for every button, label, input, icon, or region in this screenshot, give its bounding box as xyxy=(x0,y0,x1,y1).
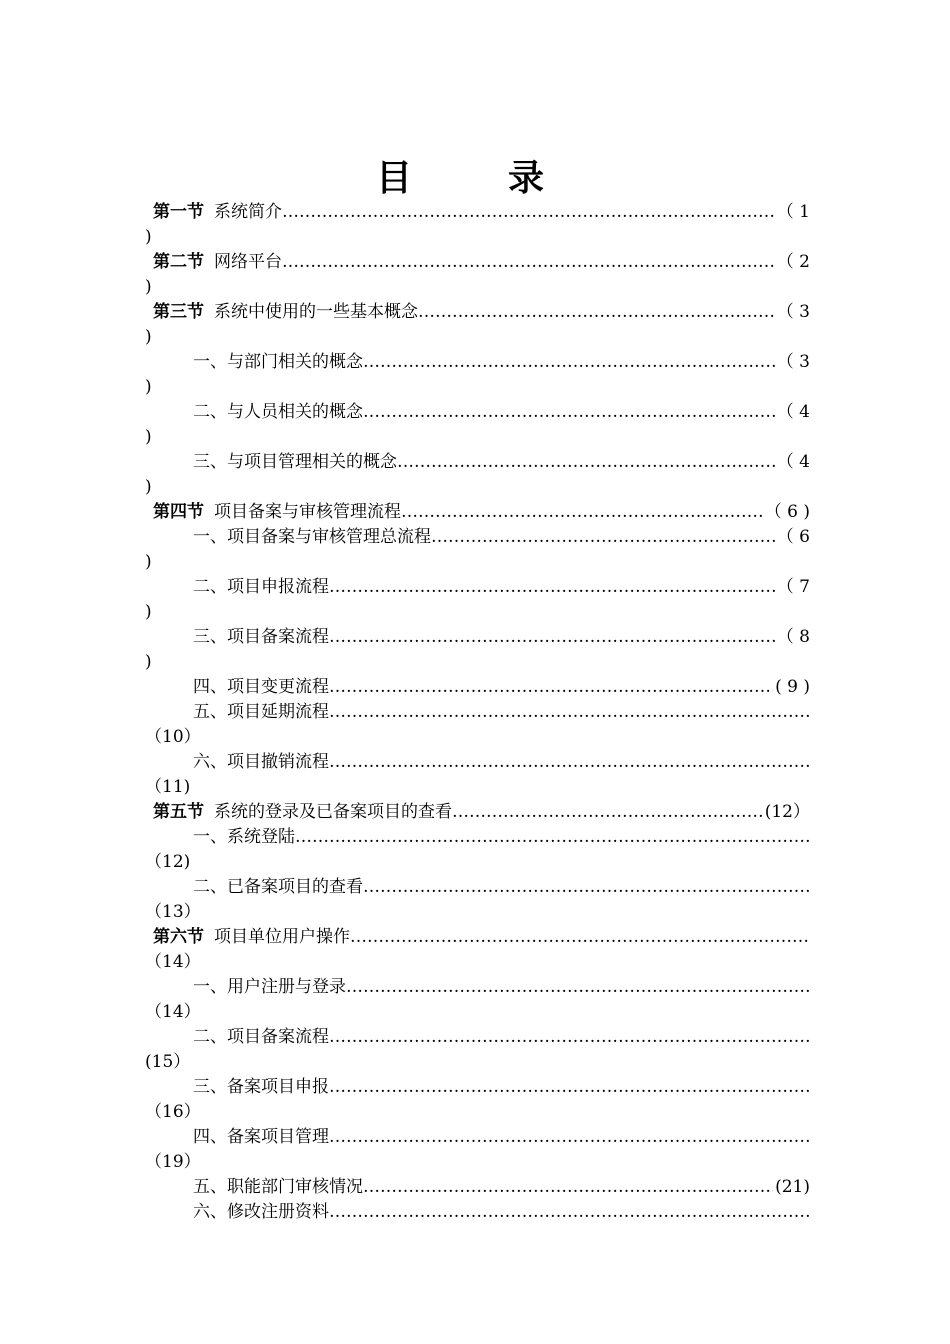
toc-entry-title: 网络平台 xyxy=(214,252,282,272)
toc-page-number-wrap: （10） xyxy=(145,727,201,747)
toc-entry xyxy=(145,675,810,700)
toc-entry-title: 三、备案项目申报 xyxy=(193,1077,329,1097)
toc-page-number: ( 9 ) xyxy=(775,677,810,697)
page-title: 目 录 xyxy=(375,157,574,199)
toc-entry-line xyxy=(153,300,810,325)
toc-page-number-wrap: （13） xyxy=(145,902,201,922)
toc-entry-title: 六、修改注册资料 xyxy=(193,1202,329,1222)
toc-entry-title: 四、备案项目管理 xyxy=(193,1127,329,1147)
toc-dot-leader xyxy=(350,925,810,950)
toc-dot-leader xyxy=(363,1175,773,1200)
toc-entry-line xyxy=(193,350,810,375)
toc-page-number-wrap: （14） xyxy=(145,952,201,972)
toc-page-number-wrap: （14） xyxy=(145,1002,201,1022)
table-of-contents xyxy=(145,200,810,1225)
toc-dot-leader xyxy=(329,750,810,775)
toc-entry-title: 五、项目延期流程 xyxy=(193,702,329,722)
toc-page-number-wrap: ) xyxy=(145,427,152,447)
toc-entry-line xyxy=(193,825,810,850)
toc-entry xyxy=(145,525,810,575)
toc-entry xyxy=(145,750,810,800)
toc-dot-leader xyxy=(329,625,775,650)
toc-entry-title: 项目备案与审核管理流程 xyxy=(214,502,401,522)
toc-entry xyxy=(145,350,810,400)
toc-section-number: 第三节 xyxy=(153,302,204,322)
toc-entry xyxy=(145,500,810,525)
toc-entry-title: 二、项目备案流程 xyxy=(193,1027,329,1047)
toc-entry-line xyxy=(153,925,810,950)
toc-entry-title: 一、项目备案与审核管理总流程 xyxy=(193,527,431,547)
toc-page-number: （ 4 xyxy=(776,452,810,472)
toc-dot-leader xyxy=(431,525,775,550)
toc-entry-line xyxy=(193,1075,810,1100)
toc-entry-title: 一、用户注册与登录 xyxy=(193,977,346,997)
toc-entry-line xyxy=(193,1025,810,1050)
toc-page-number-wrap: ) xyxy=(145,602,152,622)
toc-dot-leader xyxy=(363,350,775,375)
toc-page-number-wrap: (15） xyxy=(145,1052,191,1072)
toc-entry-title: 五、职能部门审核情况 xyxy=(193,1177,363,1197)
toc-entry-title: 二、与人员相关的概念 xyxy=(193,402,363,422)
toc-dot-leader xyxy=(418,300,775,325)
toc-entry-title: 二、项目申报流程 xyxy=(193,577,329,597)
toc-dot-leader xyxy=(363,875,810,900)
toc-entry-line xyxy=(193,975,810,1000)
toc-entry-title: 一、系统登陆 xyxy=(193,827,295,847)
toc-page-number-wrap: （11) xyxy=(145,777,191,797)
toc-entry xyxy=(145,1025,810,1075)
toc-entry xyxy=(145,1075,810,1125)
toc-entry-line xyxy=(193,625,810,650)
toc-entry-line xyxy=(193,750,810,775)
toc-entry-title: 一、与部门相关的概念 xyxy=(193,352,363,372)
toc-page-number-wrap: ) xyxy=(145,652,152,672)
toc-entry xyxy=(145,1125,810,1175)
toc-section-number: 第一节 xyxy=(153,202,204,222)
toc-page-number: （ 1 xyxy=(776,202,810,222)
toc-dot-leader xyxy=(329,1200,810,1225)
toc-page-number: （ 2 xyxy=(776,252,810,272)
toc-section-number: 第五节 xyxy=(153,802,204,822)
toc-page-number-wrap: ) xyxy=(145,227,152,247)
toc-dot-leader xyxy=(401,500,763,525)
toc-entry xyxy=(145,575,810,625)
toc-entry-title: 项目单位用户操作 xyxy=(214,927,350,947)
toc-entry-line xyxy=(193,700,810,725)
toc-entry-line xyxy=(153,800,810,825)
toc-dot-leader xyxy=(295,825,810,850)
toc-dot-leader xyxy=(282,250,775,275)
toc-dot-leader xyxy=(329,1075,810,1100)
toc-dot-leader xyxy=(329,675,773,700)
toc-page-number: （ 7 xyxy=(776,577,810,597)
toc-entry xyxy=(145,250,810,300)
toc-entry-title: 三、项目备案流程 xyxy=(193,627,329,647)
toc-entry-title: 二、已备案项目的查看 xyxy=(193,877,363,897)
toc-entry xyxy=(145,825,810,875)
toc-entry xyxy=(145,875,810,925)
toc-page-number: （ 4 xyxy=(776,402,810,422)
toc-entry-line xyxy=(193,675,810,700)
toc-entry xyxy=(145,400,810,450)
toc-entry-line xyxy=(193,450,810,475)
toc-page-number-wrap: ) xyxy=(145,552,152,572)
toc-dot-leader xyxy=(397,450,775,475)
toc-entry-line xyxy=(193,1125,810,1150)
toc-entry-title: 系统的登录及已备案项目的查看 xyxy=(214,802,452,822)
toc-dot-leader xyxy=(329,700,810,725)
toc-entry-title: 三、与项目管理相关的概念 xyxy=(193,452,397,472)
toc-entry-line xyxy=(193,875,810,900)
toc-page-number: （ 3 xyxy=(776,302,810,322)
toc-entry xyxy=(145,625,810,675)
toc-page-number: （ 6 xyxy=(776,527,810,547)
toc-entry-line xyxy=(193,1200,810,1225)
toc-entry xyxy=(145,700,810,750)
toc-section-number: 第二节 xyxy=(153,252,204,272)
toc-entry xyxy=(145,1175,810,1200)
toc-section-number: 第四节 xyxy=(153,502,204,522)
toc-entry-line xyxy=(153,200,810,225)
toc-dot-leader xyxy=(329,1025,810,1050)
toc-page-number: （ 8 xyxy=(776,627,810,647)
toc-page-number-wrap: ) xyxy=(145,277,152,297)
toc-entry-line xyxy=(153,250,810,275)
toc-dot-leader xyxy=(346,975,810,1000)
toc-dot-leader xyxy=(329,575,775,600)
toc-page-number: （ 6 ) xyxy=(764,502,810,522)
toc-page-number-wrap: ) xyxy=(145,477,152,497)
toc-page-number: (12） xyxy=(764,802,810,822)
toc-entry xyxy=(145,450,810,500)
toc-entry-line xyxy=(193,575,810,600)
toc-page-number-wrap: （19） xyxy=(145,1152,201,1172)
toc-entry-title: 系统简介 xyxy=(214,202,282,222)
toc-page-number-wrap: ) xyxy=(145,327,152,347)
toc-section-number: 第六节 xyxy=(153,927,204,947)
toc-entry-title: 六、项目撤销流程 xyxy=(193,752,329,772)
toc-page-number-wrap: ) xyxy=(145,377,152,397)
toc-entry xyxy=(145,300,810,350)
toc-dot-leader xyxy=(452,800,763,825)
toc-page-number: (21) xyxy=(775,1177,810,1197)
toc-entry-line xyxy=(193,525,810,550)
toc-page-number-wrap: （16） xyxy=(145,1102,201,1122)
toc-dot-leader xyxy=(329,1125,810,1150)
toc-entry-title: 系统中使用的一些基本概念 xyxy=(214,302,418,322)
toc-entry xyxy=(145,1200,810,1225)
toc-entry xyxy=(145,925,810,975)
toc-entry-title: 四、项目变更流程 xyxy=(193,677,329,697)
toc-entry-line xyxy=(193,1175,810,1200)
toc-entry xyxy=(145,800,810,825)
toc-dot-leader xyxy=(363,400,775,425)
toc-entry xyxy=(145,975,810,1025)
toc-entry xyxy=(145,200,810,250)
toc-entry-line xyxy=(153,500,810,525)
toc-entry-line xyxy=(193,400,810,425)
toc-dot-leader xyxy=(282,200,775,225)
toc-page-number: （ 3 xyxy=(776,352,810,372)
toc-page-number-wrap: （12) xyxy=(145,852,191,872)
